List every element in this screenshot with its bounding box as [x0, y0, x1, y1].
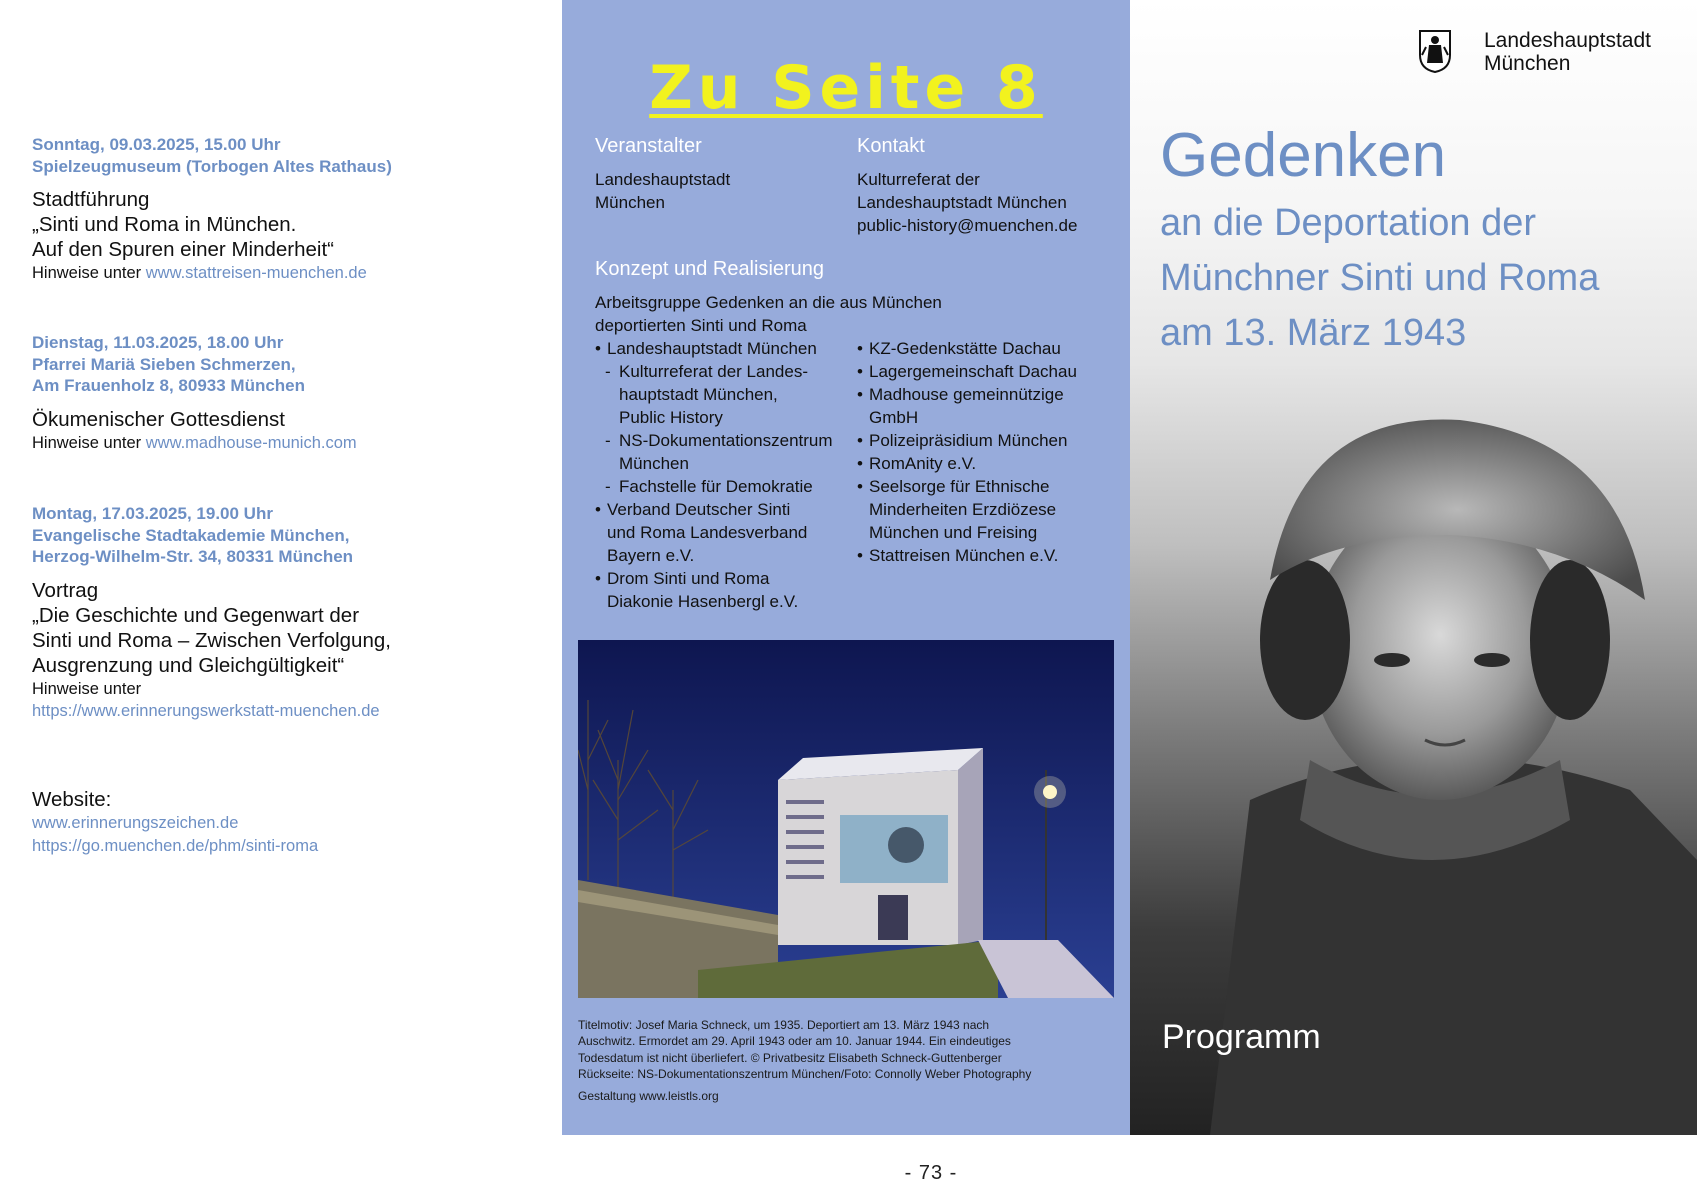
event-1-note [32, 262, 552, 284]
photo-caption [578, 1017, 1098, 1104]
programm-label: Programm [1162, 1018, 1321, 1056]
event-1-title-line: Stadtführung [32, 188, 150, 211]
logo-line: Landeshauptstadt [1484, 29, 1651, 52]
partner-list-item: - Fachstelle für Demokratie [595, 475, 857, 498]
event-3 [32, 503, 552, 722]
partner-list-item: • Madhouse gemeinnützige [857, 383, 1119, 406]
event-1-title [32, 187, 552, 262]
event-3-title-line: Vortrag [32, 578, 99, 602]
event-2-date: Dienstag, 11.03.2025, 18.00 Uhr [32, 333, 284, 352]
event-1-link[interactable]: www.stattreisen-muenchen.de [145, 264, 367, 282]
event-1-location: Spielzeugmuseum (Torbogen Altes Rathaus) [32, 156, 392, 176]
partner-list-item: • KZ-Gedenkstätte Dachau [857, 337, 1119, 360]
veranstalter-text [595, 168, 730, 214]
kontakt-heading: Kontakt [857, 135, 925, 157]
konzept-intro-line: deportierten Sinti und Roma [595, 316, 807, 335]
partner-list-item: und Roma Landesverband [607, 523, 808, 542]
event-1 [32, 134, 552, 284]
event-1-title-line: Auf den Spuren einer Minderheit“ [32, 238, 334, 261]
website-block [32, 787, 552, 858]
event-3-link[interactable]: https://www.erinnerungswerkstatt-muenchen.de [32, 701, 380, 720]
partner-list-item: • Stattreisen München e.V. [857, 544, 1119, 567]
veranstalter-line: München [595, 193, 665, 212]
partner-list-item: Minderheiten Erzdiözese [869, 500, 1057, 519]
partner-list-item: • Lagergemeinschaft Dachau [857, 360, 1119, 383]
partner-list-item: • Seelsorge für Ethnische [857, 475, 1119, 498]
partner-list-item: • Landeshauptstadt München [595, 337, 857, 360]
event-3-note: Hinweise unter [32, 679, 142, 698]
caption-line: Auschwitz. Ermordet am 29. April 1943 oder am 10. Januar 1944. Ein eindeutiges [578, 1034, 1011, 1049]
kontakt-line: Kulturreferat der [857, 170, 980, 189]
event-2-location: Pfarrei Mariä Sieben Schmerzen, [32, 354, 296, 374]
partner-list-item: Bayern e.V. [607, 546, 695, 565]
caption-line: Todesdatum ist nicht überliefert. © Privatbesitz Elisabeth Schneck-Guttenberger [578, 1050, 1002, 1065]
event-3-title-line: „Die Geschichte und Gegenwart der [32, 603, 360, 627]
website-link-erinnerungszeichen[interactable]: www.erinnerungszeichen.de [32, 814, 239, 832]
event-2-note [32, 432, 552, 454]
city-logo-text [1484, 29, 1651, 75]
design-credit: Gestaltung www.leistls.org [578, 1089, 719, 1104]
partner-list-item: - Kulturreferat der Landes- [595, 360, 857, 383]
note-prefix: Hinweise unter [32, 264, 146, 282]
munich-coat-of-arms-icon [1418, 29, 1452, 73]
event-3-address: Herzog-Wilhelm-Str. 34, 80331 München [32, 547, 354, 566]
partner-list-1 [595, 337, 857, 613]
konzept-intro-line: Arbeitsgruppe Gedenken an die aus München [595, 293, 942, 312]
event-3-title-line: Ausgrenzung und Gleichgültigkeit“ [32, 653, 345, 677]
website-title: Website: [32, 788, 112, 811]
subtitle-line: am 13. März 1943 [1160, 312, 1467, 354]
partner-list-item: Diakonie Hasenbergl e.V. [607, 592, 799, 611]
note-prefix: Hinweise unter [32, 433, 146, 452]
zu-seite-8-link[interactable]: Zu Seite 8 [649, 53, 1043, 123]
partner-list-item: Public History [619, 408, 723, 427]
event-3-title-line: Sinti und Roma – Zwischen Verfolgung, [32, 628, 391, 652]
event-2-address: Am Frauenholz 8, 80933 München [32, 376, 306, 395]
event-1-date: Sonntag, 09.03.2025, 15.00 Uhr [32, 135, 281, 154]
building-photo-illustration [578, 640, 1114, 998]
kontakt-text [857, 168, 1077, 237]
konzept-intro [595, 291, 1115, 337]
partner-list-item: • Polizeipräsidium München [857, 429, 1119, 452]
partner-list-item: München [619, 454, 689, 473]
partner-list-item: - NS-Dokumentationszentrum [595, 429, 857, 452]
cover-title: Gedenken [1160, 121, 1447, 190]
kontakt-line: Landeshauptstadt München [857, 193, 1067, 212]
event-1-title-line: „Sinti und Roma in München. [32, 213, 297, 236]
page-number: - 73 - [904, 1162, 958, 1184]
kontakt-email[interactable]: public-history@muenchen.de [857, 216, 1078, 235]
event-2-title: Ökumenischer Gottesdienst [32, 407, 285, 431]
partner-list-item: • Verband Deutscher Sinti [595, 498, 857, 521]
cover-subtitle [1160, 196, 1690, 361]
partner-list-item: • Drom Sinti und Roma [595, 567, 857, 590]
partner-list-item: München und Freising [869, 523, 1038, 542]
event-2 [32, 332, 552, 454]
event-2-link[interactable]: www.madhouse-munich.com [145, 433, 357, 452]
partner-list-item: hauptstadt München, [619, 385, 778, 404]
subtitle-line: an die Deportation der [1160, 202, 1537, 244]
veranstalter-line: Landeshauptstadt [595, 170, 731, 189]
partner-list-2 [857, 337, 1119, 567]
ns-dokuzentrum-photo [578, 640, 1114, 998]
partner-list-item: • RomAnity e.V. [857, 452, 1119, 475]
event-3-location: Evangelische Stadtakademie München, [32, 525, 350, 545]
left-panel [0, 0, 562, 1135]
partner-list-item: GmbH [869, 408, 919, 427]
logo-line: München [1484, 52, 1571, 75]
caption-line: Titelmotiv: Josef Maria Schneck, um 1935. Deportiert am 13. März 1943 nach [578, 1018, 990, 1032]
caption-line: Rückseite: NS-Dokumentationszentrum München/Foto: Connolly Weber Photography [578, 1066, 1032, 1081]
website-link-sinti-roma[interactable]: https://go.muenchen.de/phm/sinti-roma [32, 837, 319, 855]
event-3-date: Montag, 17.03.2025, 19.00 Uhr [32, 504, 273, 523]
event-3-title [32, 578, 552, 678]
konzept-heading: Konzept und Realisierung [595, 258, 825, 280]
veranstalter-heading: Veranstalter [595, 135, 702, 157]
subtitle-line: Münchner Sinti und Roma [1160, 257, 1600, 299]
